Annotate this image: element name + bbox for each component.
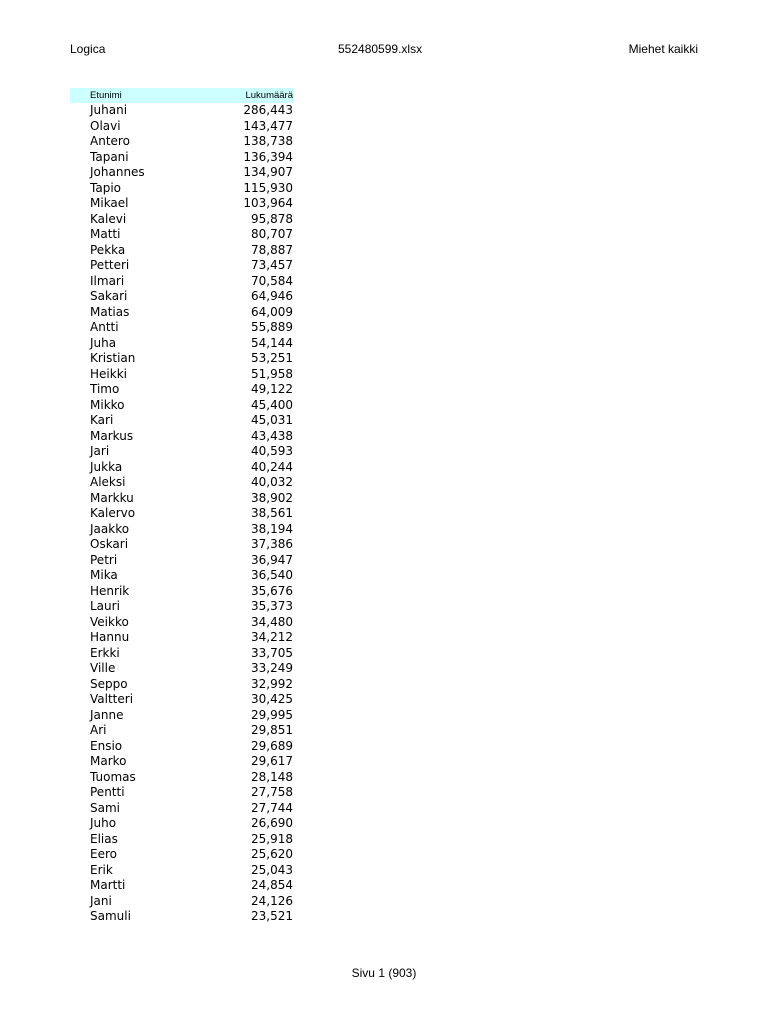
first-name-cell: Kalevi — [90, 211, 127, 226]
page-footer: Sivu 1 (903) — [351, 966, 417, 980]
first-name-cell: Mika — [90, 568, 118, 582]
count-cell: 33,249 — [251, 661, 293, 675]
page-header — [0, 42, 768, 58]
count-cell: 45,031 — [251, 413, 293, 427]
first-name-cell: Elias — [90, 831, 118, 846]
table-row — [70, 816, 294, 832]
count-cell: 29,851 — [251, 723, 293, 737]
first-name-cell: Hannu — [90, 630, 130, 644]
count-cell: 23,521 — [251, 909, 293, 923]
count-cell: 36,540 — [251, 568, 293, 582]
column-header-count: Lukumäärä — [220, 88, 294, 103]
count-cell: 80,707 — [251, 227, 293, 241]
table-body — [70, 103, 294, 925]
first-name-cell: Antti — [90, 320, 119, 334]
first-name-cell: Veikko — [90, 614, 129, 629]
first-name-cell: Pentti — [90, 785, 125, 799]
first-name-cell: Kalervo — [90, 506, 136, 520]
table-row — [70, 258, 294, 274]
first-name-cell: Jari — [90, 444, 110, 458]
count-cell: 70,584 — [251, 273, 293, 288]
count-cell: 24,854 — [251, 878, 293, 892]
name-count-table — [70, 88, 294, 925]
table-row — [70, 754, 294, 770]
count-cell: 134,907 — [243, 165, 293, 179]
first-name-cell: Mikko — [90, 397, 125, 412]
table-row — [70, 599, 294, 615]
first-name-cell: Kristian — [90, 351, 136, 365]
count-cell: 33,705 — [251, 645, 293, 660]
count-cell: 38,561 — [251, 506, 293, 520]
table-row — [70, 630, 294, 646]
first-name-cell: Kari — [90, 413, 114, 427]
table-row — [70, 351, 294, 367]
first-name-cell: Olavi — [90, 118, 121, 133]
table-row — [70, 460, 294, 476]
table-row — [70, 103, 294, 119]
table-row — [70, 289, 294, 305]
count-cell: 38,902 — [251, 490, 293, 505]
table-row — [70, 165, 294, 181]
table-row — [70, 305, 294, 321]
table-row — [70, 863, 294, 879]
table-row — [70, 475, 294, 491]
count-cell: 29,617 — [251, 754, 293, 768]
count-cell: 27,744 — [251, 800, 293, 815]
table-row — [70, 320, 294, 336]
first-name-cell: Ville — [90, 661, 116, 675]
count-cell: 30,425 — [251, 692, 293, 706]
count-cell: 32,992 — [251, 676, 293, 691]
count-cell: 40,032 — [251, 475, 293, 489]
table-row — [70, 150, 294, 166]
table-row — [70, 181, 294, 197]
count-cell: 138,738 — [243, 134, 293, 148]
table-row — [70, 847, 294, 863]
first-name-cell: Tapani — [90, 149, 129, 164]
table-row — [70, 894, 294, 910]
table-row — [70, 398, 294, 414]
first-name-cell: Matti — [90, 227, 121, 241]
first-name-cell: Oskari — [90, 537, 129, 551]
count-cell: 40,244 — [251, 459, 293, 474]
table-row — [70, 770, 294, 786]
count-cell: 35,676 — [251, 583, 293, 598]
table-row — [70, 119, 294, 135]
first-name-cell: Mikael — [90, 196, 129, 210]
first-name-cell: Erkki — [90, 645, 120, 660]
table-row — [70, 134, 294, 150]
count-cell: 38,194 — [251, 521, 293, 536]
count-cell: 24,126 — [251, 893, 293, 908]
first-name-cell: Antero — [90, 134, 130, 148]
first-name-cell: Valtteri — [90, 692, 134, 706]
count-cell: 64,009 — [251, 304, 293, 319]
table-row — [70, 801, 294, 817]
first-name-cell: Jukka — [90, 459, 123, 474]
first-name-cell: Martti — [90, 878, 126, 892]
first-name-cell: Janne — [90, 707, 124, 722]
first-name-cell: Samuli — [90, 909, 131, 923]
first-name-cell: Erik — [90, 862, 113, 877]
first-name-cell: Henrik — [90, 583, 130, 598]
table-row — [70, 367, 294, 383]
table-row — [70, 506, 294, 522]
count-cell: 34,480 — [251, 614, 293, 629]
table-row — [70, 444, 294, 460]
first-name-cell: Tapio — [90, 180, 121, 195]
first-name-cell: Heikki — [90, 366, 127, 381]
first-name-cell: Markus — [90, 428, 134, 443]
first-name-cell: Sami — [90, 800, 120, 815]
table-row — [70, 677, 294, 693]
count-cell: 78,887 — [251, 242, 293, 257]
count-cell: 286,443 — [243, 103, 293, 117]
count-cell: 28,148 — [251, 769, 293, 784]
header-sheet-name: Miehet kaikki — [628, 42, 698, 56]
column-header-first-name: Etunimi — [70, 88, 220, 103]
count-cell: 37,386 — [251, 537, 293, 551]
count-cell: 115,930 — [243, 180, 293, 195]
first-name-cell: Marko — [90, 754, 127, 768]
count-cell: 25,043 — [251, 862, 293, 877]
count-cell: 53,251 — [251, 351, 293, 365]
count-cell: 136,394 — [243, 149, 293, 164]
first-name-cell: Matias — [90, 304, 130, 319]
table-row — [70, 646, 294, 662]
first-name-cell: Johannes — [90, 165, 145, 179]
count-cell: 103,964 — [243, 196, 293, 210]
table-row — [70, 336, 294, 352]
table-row — [70, 227, 294, 243]
count-cell: 45,400 — [251, 397, 293, 412]
count-cell: 36,947 — [251, 552, 293, 567]
count-cell: 55,889 — [251, 320, 293, 334]
count-cell: 25,620 — [251, 847, 293, 861]
count-cell: 29,995 — [251, 707, 293, 722]
first-name-cell: Sakari — [90, 289, 128, 303]
count-cell: 54,144 — [251, 335, 293, 350]
table-row — [70, 413, 294, 429]
first-name-cell: Markku — [90, 490, 134, 505]
first-name-cell: Juhani — [90, 103, 128, 117]
count-cell: 35,373 — [251, 599, 293, 613]
table-row — [70, 739, 294, 755]
table-row — [70, 522, 294, 538]
table-row — [70, 692, 294, 708]
table-row — [70, 568, 294, 584]
table-row — [70, 553, 294, 569]
first-name-cell: Aleksi — [90, 475, 126, 489]
first-name-cell: Timo — [90, 382, 120, 396]
table-row — [70, 243, 294, 259]
table-row — [70, 615, 294, 631]
table-row — [70, 537, 294, 553]
first-name-cell: Eero — [90, 847, 117, 861]
first-name-cell: Lauri — [90, 599, 120, 613]
header-filename: 552480599.xlsx — [338, 42, 423, 56]
count-cell: 95,878 — [251, 211, 293, 226]
first-name-cell: Juho — [90, 816, 117, 830]
count-cell: 49,122 — [251, 382, 293, 396]
table-row — [70, 429, 294, 445]
first-name-cell: Ari — [90, 723, 107, 737]
table-header-row — [70, 88, 294, 103]
first-name-cell: Petteri — [90, 258, 130, 272]
count-cell: 73,457 — [251, 258, 293, 272]
table-row — [70, 878, 294, 894]
table-row — [70, 274, 294, 290]
table-row — [70, 723, 294, 739]
count-cell: 26,690 — [251, 816, 293, 830]
count-cell: 34,212 — [251, 630, 293, 644]
count-cell: 51,958 — [251, 366, 293, 381]
header-company: Logica — [70, 42, 106, 56]
first-name-cell: Pekka — [90, 242, 126, 257]
count-cell: 43,438 — [251, 428, 293, 443]
count-cell: 143,477 — [243, 118, 293, 133]
table-row — [70, 909, 294, 925]
table-row — [70, 708, 294, 724]
table-row — [70, 196, 294, 212]
first-name-cell: Seppo — [90, 676, 128, 691]
first-name-cell: Juha — [90, 335, 117, 350]
table-row — [70, 491, 294, 507]
table-row — [70, 584, 294, 600]
count-cell: 25,918 — [251, 831, 293, 846]
count-cell: 27,758 — [251, 785, 293, 799]
table-row — [70, 212, 294, 228]
table-row — [70, 832, 294, 848]
first-name-cell: Petri — [90, 552, 118, 567]
first-name-cell: Jani — [90, 893, 112, 908]
table-row — [70, 382, 294, 398]
table-row — [70, 661, 294, 677]
first-name-cell: Jaakko — [90, 521, 130, 536]
table-row — [70, 785, 294, 801]
count-cell: 64,946 — [251, 289, 293, 303]
first-name-cell: Tuomas — [90, 769, 136, 784]
count-cell: 40,593 — [251, 444, 293, 458]
count-cell: 29,689 — [251, 738, 293, 753]
first-name-cell: Ensio — [90, 738, 123, 753]
first-name-cell: Ilmari — [90, 273, 125, 288]
